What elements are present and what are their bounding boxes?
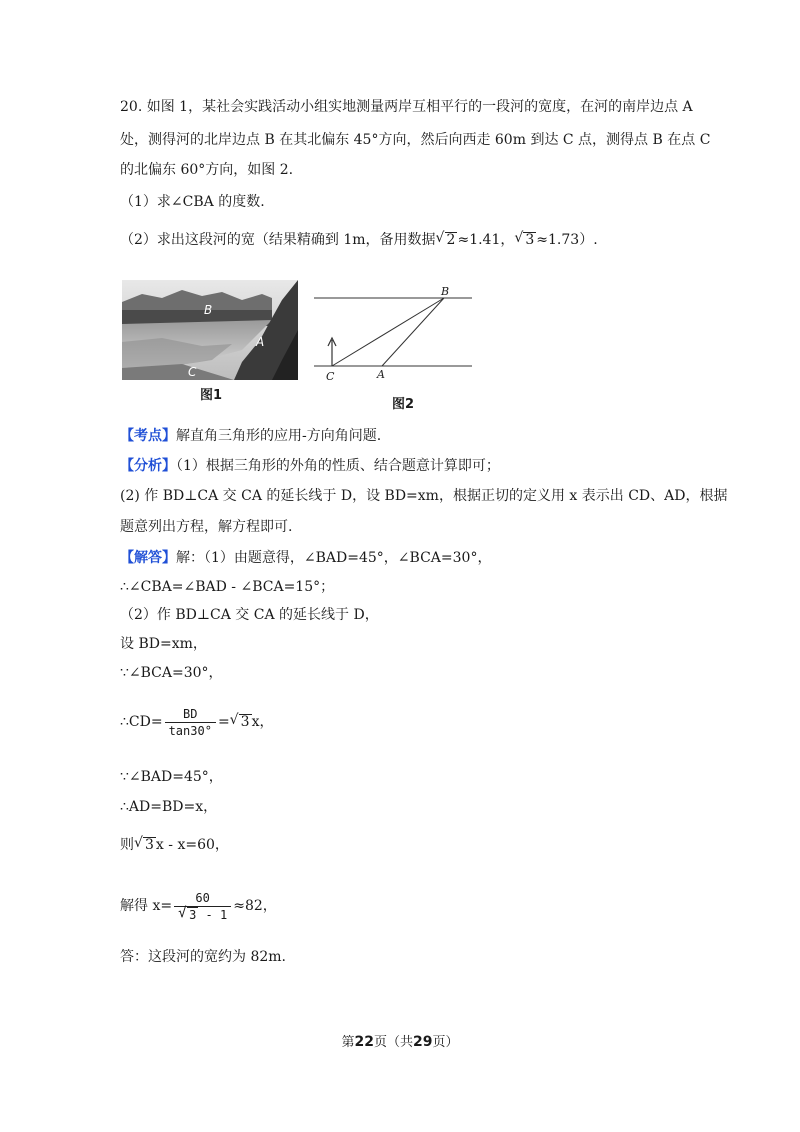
jieda-step-5: ∵∠BCA=30°， xyxy=(120,665,223,681)
figure-1-river-photo xyxy=(122,280,298,380)
sqrt-3 xyxy=(134,835,156,855)
fenxi-line-2: (2) 作 BD⊥CA 交 CA 的延长线于 D，设 BD=xm，根据正切的定义用 x 表示出 CD、AD，根据 xyxy=(120,488,728,504)
jieda-tag: 【解答】 xyxy=(120,550,176,566)
figure-2-label-a: A xyxy=(377,368,385,381)
jieda-step-10 xyxy=(120,886,277,926)
kaodian-line xyxy=(120,426,381,446)
question-2-suffix: ≈1.73）. xyxy=(536,232,598,248)
sqrt-3 xyxy=(514,230,536,250)
jieda-step-8: ∴AD=BD=x， xyxy=(120,799,218,815)
fraction-60-over-sqrt3-minus-1 xyxy=(174,890,231,923)
sqrt-2 xyxy=(436,230,458,250)
footer-suffix: 页） xyxy=(432,1035,459,1050)
figure-2-caption: 图2 xyxy=(392,397,415,412)
question-1: （1）求∠CBA 的度数. xyxy=(120,194,265,210)
jieda-step-9 xyxy=(120,835,229,855)
fenxi-line-3: 题意列出方程，解方程即可. xyxy=(120,519,293,535)
step-9-prefix: 则 xyxy=(120,837,134,853)
figure-2-label-c: C xyxy=(326,370,335,383)
equals-sign: = xyxy=(217,714,230,730)
sqrt-3-radicand: 3 xyxy=(525,232,535,248)
step-10-suffix: ≈82， xyxy=(233,898,277,914)
jieda-step-2: ∴∠CBA=∠BAD - ∠BCA=15°； xyxy=(120,579,335,595)
jieda-step-1: 解：（1）由题意得，∠BAD=45°，∠BCA=30°， xyxy=(176,550,492,566)
step-10-prefix: 解得 x= xyxy=(120,898,173,914)
denominator-suffix: - 1 xyxy=(198,907,228,922)
fraction-denominator: tan30° xyxy=(168,723,212,738)
step-9-suffix: x - x=60， xyxy=(155,837,229,853)
sqrt-radicand: 3 xyxy=(189,907,197,922)
problem-line-2: 处，测得河的北岸边点 B 在其北偏东 45°方向，然后向西走 60m 到达 C 点，测得点 B 在点 C xyxy=(120,132,711,148)
kaodian-text: 解直角三角形的应用-方向角问题. xyxy=(176,428,382,444)
figure-1-caption: 图1 xyxy=(200,388,223,403)
sqrt-3 xyxy=(178,907,198,923)
fraction-numerator: BD xyxy=(165,706,216,723)
jieda-step-7: ∵∠BAD=45°， xyxy=(120,769,223,785)
cd-label: ∴CD= xyxy=(120,714,163,730)
footer-mid: 页（共 xyxy=(373,1035,413,1050)
figure-1-label-c: C xyxy=(188,365,197,379)
fraction-bd-over-tan30 xyxy=(165,706,216,739)
figure-2-label-b: B xyxy=(441,286,450,298)
fraction-denominator xyxy=(174,907,231,923)
footer-total-pages: 29 xyxy=(413,1034,433,1050)
sqrt-radicand: 3 xyxy=(145,837,154,853)
footer-prefix: 第 xyxy=(341,1035,355,1050)
fenxi-text-1: （1）根据三角形的外角的性质、结合题意计算即可； xyxy=(176,458,500,474)
figure-1-label-b: B xyxy=(204,303,213,317)
problem-line-1: 20. 如图 1，某社会实践活动小组实地测量两岸互相平行的一段河的宽度，在河的南岸边点 A xyxy=(120,99,693,115)
footer-page-number: 22 xyxy=(354,1034,374,1050)
sqrt-radicand: 3 xyxy=(240,714,250,730)
fenxi-line-1 xyxy=(120,456,500,476)
figure-1-label-a: A xyxy=(256,335,265,349)
fenxi-tag: 【分析】 xyxy=(120,458,176,474)
question-2 xyxy=(120,230,598,250)
question-2-mid: ≈1.41， xyxy=(457,232,515,248)
jieda-answer: 答：这段河的宽约为 82m. xyxy=(120,949,286,965)
problem-line-3: 的北偏东 60°方向，如图 2. xyxy=(120,162,294,178)
sqrt-3 xyxy=(230,704,252,740)
jieda-step-3: （2）作 BD⊥CA 交 CA 的延长线于 D， xyxy=(120,607,379,623)
step-6-suffix: x， xyxy=(251,714,274,730)
kaodian-tag: 【考点】 xyxy=(120,428,176,444)
jieda-line-1 xyxy=(120,548,491,568)
fraction-numerator: 60 xyxy=(174,890,231,907)
figure-2-diagram xyxy=(312,286,474,406)
page-footer xyxy=(0,1031,800,1050)
question-2-prefix: （2）求出这段河的宽（结果精确到 1m，备用数据 xyxy=(120,232,436,248)
jieda-step-6 xyxy=(120,704,274,740)
jieda-step-4: 设 BD=xm， xyxy=(120,636,207,652)
sqrt-2-radicand: 2 xyxy=(446,232,456,248)
